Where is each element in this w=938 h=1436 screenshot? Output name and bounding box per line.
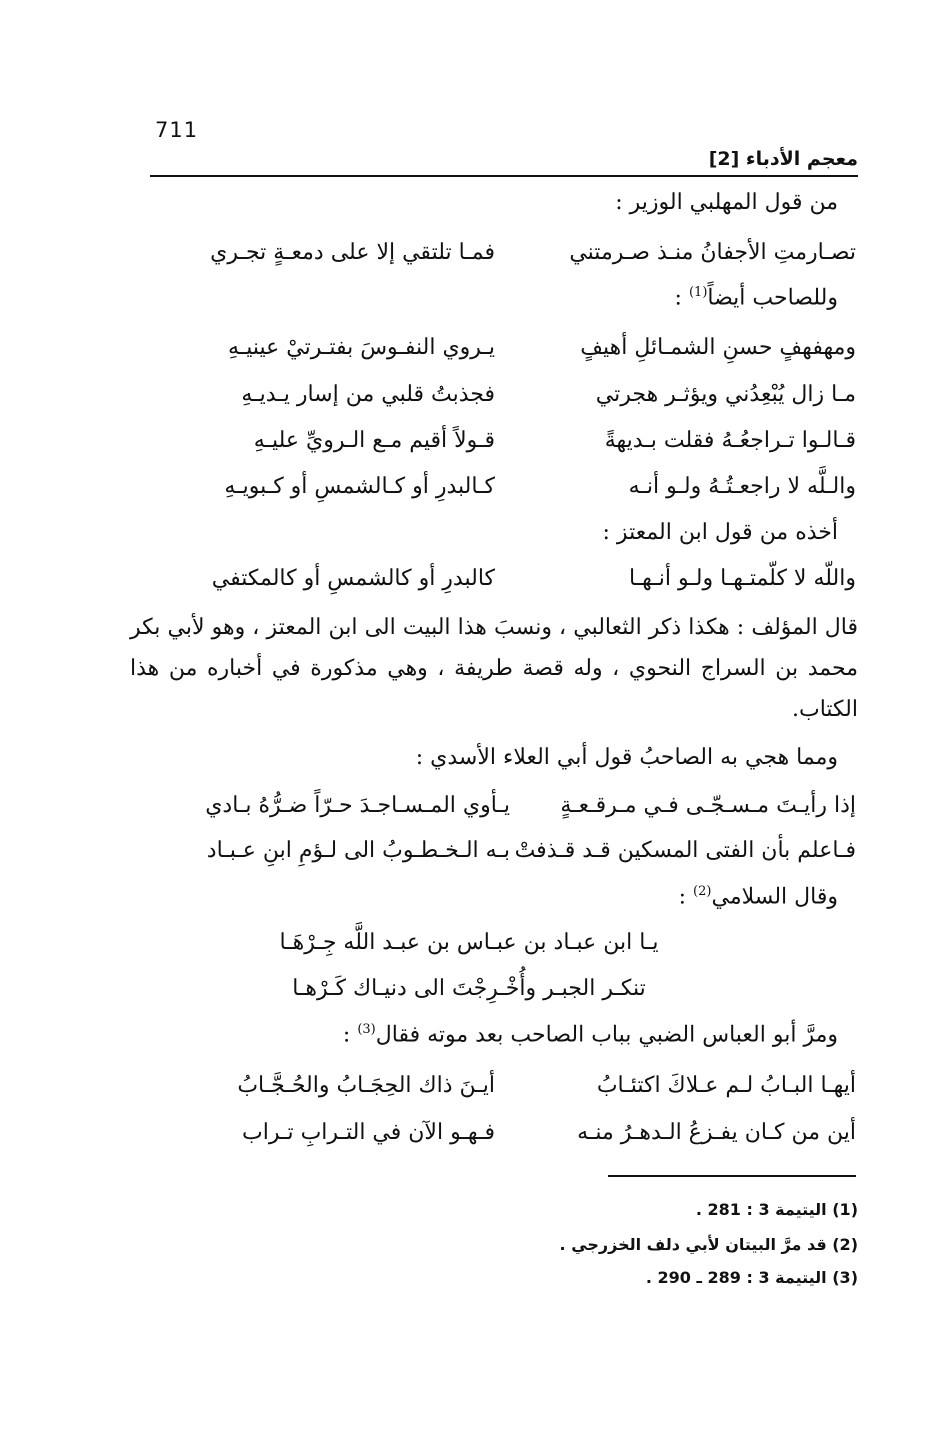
- verse-right-hemistich: واللّه لا كلّمتـهـا ولـو أنـهـا: [629, 566, 856, 591]
- book-title: معجم الأدباء [2]: [708, 148, 858, 170]
- verse-right-hemistich: قـالـوا تـراجعُـهُ فقلت بـديهةً: [604, 428, 856, 453]
- prose-paragraph: قال المؤلف : هكذا ذكر الثعالبي ، ونسبَ هذا البيت الى ابن المعتز ، وهو لأبي بكر محمد بن السراج النحوي ، وله قصة طريفة ، وهي مذكورة في أخباره من هذا الكتاب.: [130, 615, 858, 722]
- verse-right-hemistich: مـا زال يُبْعِدُني ويؤثـر هجرتي: [595, 382, 856, 407]
- verse-left-hemistich: بـه الـخـطـوبُ الى لـؤمِ ابنِ عـبـاد: [206, 838, 510, 863]
- centered-verse: تنكـر الجبـر وأُخْـرِجْتَ الى دنيـاك كَـرْهـا: [292, 976, 646, 1001]
- intro-colon: :: [674, 285, 689, 311]
- page-number: 711: [155, 118, 199, 142]
- verse-right-hemistich: إذا رأيـتَ مـسـجّـى فـي مـرقـعـةٍ: [560, 793, 856, 818]
- verse-left-hemistich: يـروي النفـوسَ بفتـرتيْ عينيـهِ: [228, 335, 495, 360]
- intro-text: وقال السلامي: [711, 884, 838, 910]
- intro-line: [343, 1022, 838, 1049]
- footnote-ref: (3): [357, 1022, 376, 1037]
- footnote: (3) اليتيمة 3 : 289 ـ 290 .: [645, 1268, 858, 1287]
- intro-text: وللصاحب أيضاً: [707, 285, 838, 311]
- intro-line: ومما هجي به الصاحبُ قول أبي العلاء الأسدي :: [415, 745, 838, 770]
- verse-left-hemistich: يـأوي المـسـاجـدَ حـرّاً ضـرُّهُ بـادي: [205, 793, 510, 818]
- verse-right-hemistich: أيهـا البـابُ لـم عـلاكَ اكتئـابُ: [596, 1073, 856, 1098]
- verse-left-hemistich: أيـنَ ذاك الحِجَـابُ والحُـجَّـابُ: [237, 1073, 495, 1098]
- verse-right-hemistich: ومهفهفٍ حسنِ الشمـائلِ أهيفٍ: [580, 335, 856, 360]
- intro-colon: :: [678, 884, 694, 910]
- verse-left-hemistich: قـولاً أقيم مـع الـرويِّ عليـهِ: [253, 428, 495, 453]
- verse-left-hemistich: فجذبتُ قلبي من إسار يـديـهِ: [241, 382, 495, 407]
- verse-left-hemistich: فـهـو الآن في التـرابِ تـراب: [242, 1120, 495, 1145]
- verse-right-hemistich: فـاعلم بأن الفتى المسكين قـد قـذفتْ: [514, 838, 856, 863]
- header-rule: [150, 175, 858, 177]
- footnote: (1) اليتيمة 3 : 281 .: [695, 1200, 858, 1219]
- intro-line: [679, 884, 838, 911]
- intro-colon: :: [342, 1022, 358, 1048]
- centered-verse: يـا ابن عبـاد بن عبـاس بن عبـد اللَّه جِـرْهَـا: [279, 930, 659, 955]
- verse-right-hemistich: تصـارمتِ الأجفانُ منـذ صـرمتني: [569, 240, 856, 265]
- verse-left-hemistich: فمـا تلتقي إلا على دمعـةٍ تجـري: [210, 240, 495, 265]
- footnote-ref: (1): [688, 285, 708, 300]
- intro-text: ومرَّ أبو العباس الضبي بباب الصاحب بعد موته فقال: [375, 1022, 838, 1048]
- footnote-rule: [608, 1175, 856, 1177]
- verse-right-hemistich: والـلَّه لا راجعـتُـهُ ولـو أنـه: [628, 474, 856, 499]
- verse-left-hemistich: كـالبدرِ أو كـالشمسِ أو كـبويـهِ: [224, 474, 495, 499]
- verse-right-hemistich: أين من كـان يفـزعُ الـدهـرُ منـه: [577, 1120, 856, 1145]
- verse-left-hemistich: كالبدرِ أو كالشمسِ أو كالمكتفي: [211, 566, 495, 591]
- intro-line: [675, 285, 838, 312]
- intro-line: أخذه من قول ابن المعتز :: [602, 520, 838, 545]
- footnote: (2) قد مرَّ البيتان لأبي دلف الخزرجي .: [559, 1235, 858, 1254]
- footnote-ref: (2): [693, 884, 712, 899]
- intro-line: من قول المهلبي الوزير :: [615, 190, 838, 215]
